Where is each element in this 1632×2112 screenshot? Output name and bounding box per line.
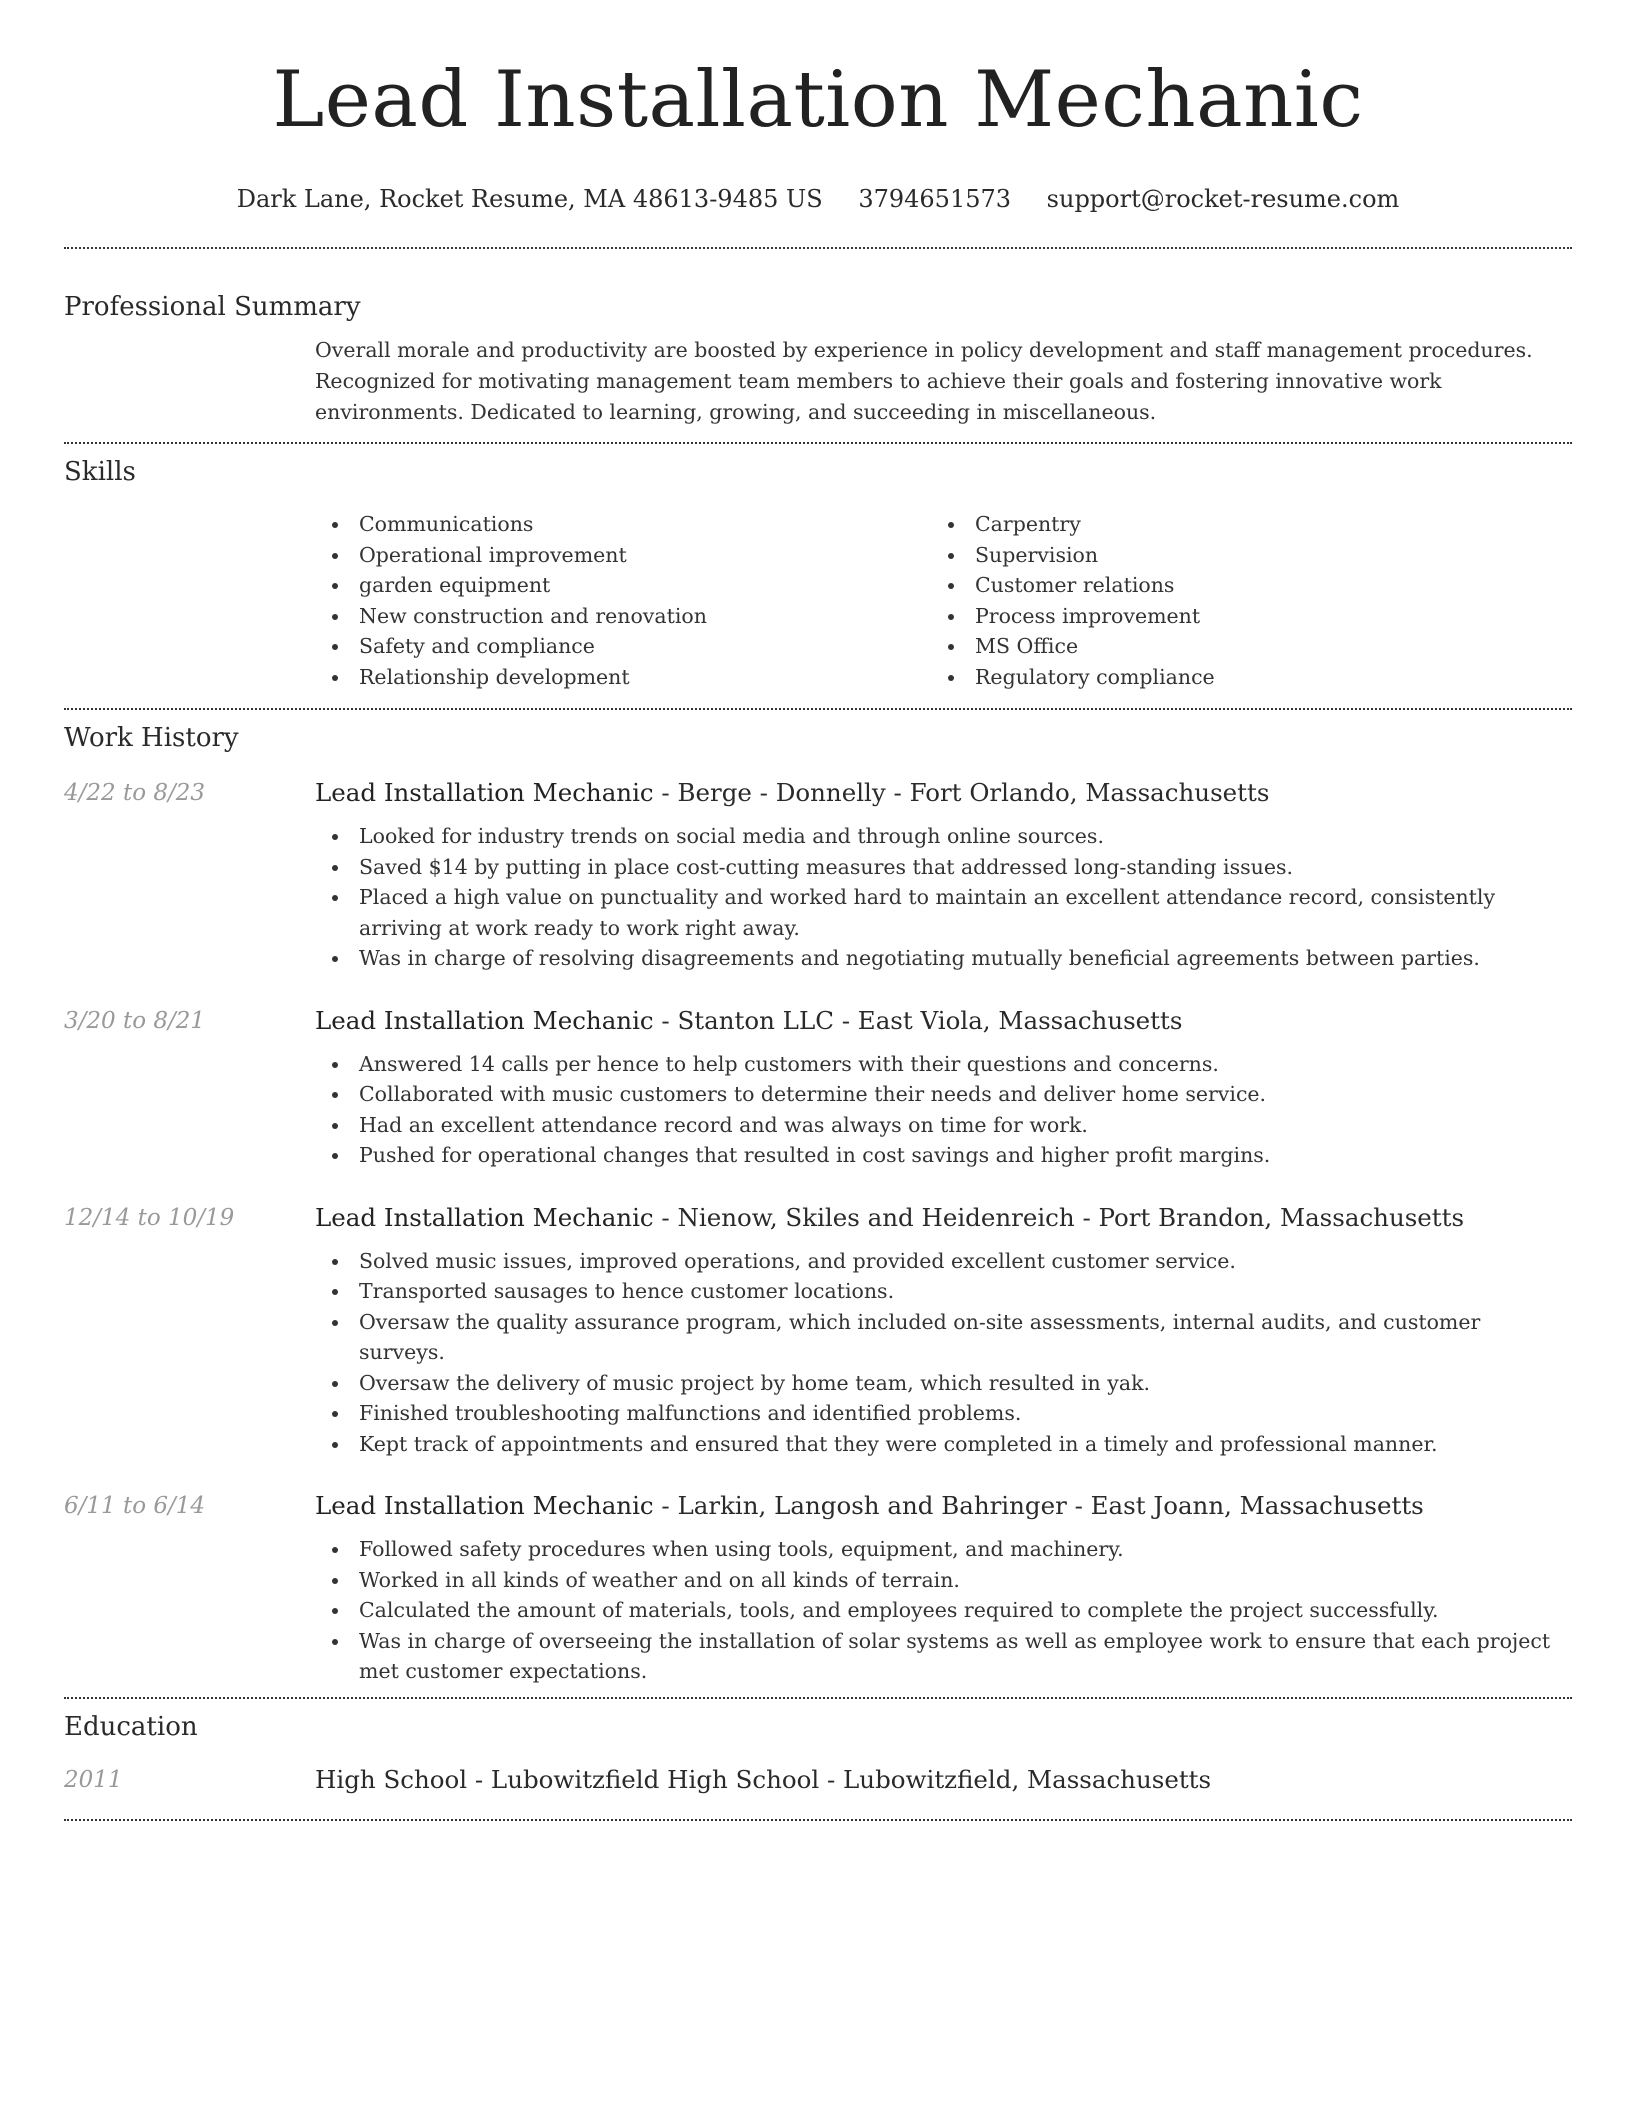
summary-section xyxy=(64,249,1572,428)
job-title xyxy=(315,776,1572,810)
skill-item: Supervision xyxy=(931,540,1547,571)
job-role: Lead Installation Mechanic xyxy=(315,1202,654,1232)
summary-text: Overall morale and productivity are boosted by experience in policy development and staff management procedures. Recognized for motivating management team members to achieve their goals and fostering innovative work environments. Dedicated to learning, growing, and succeeding in miscellaneous. xyxy=(315,338,1533,424)
job-bullet: Finished troubleshooting malfunctions and identified problems. xyxy=(315,1398,1572,1429)
section-title-skills: Skills xyxy=(64,457,136,487)
skill-item: Operational improvement xyxy=(315,540,931,571)
education-section xyxy=(64,1699,1572,1797)
job-entry xyxy=(64,1201,1572,1460)
job-bullet: Worked in all kinds of weather and on all kinds of terrain. xyxy=(315,1565,1572,1596)
job-employer: - Stanton LLC - East Viola, Massachusetts xyxy=(653,1005,1183,1035)
skill-item: Relationship development xyxy=(315,662,931,693)
candidate-name: Lead Installation Mechanic xyxy=(272,55,1364,145)
job-entry xyxy=(64,1489,1572,1687)
job-bullet: Oversaw the quality assurance program, which included on-site assessments, internal audits, and customer surveys. xyxy=(315,1307,1572,1368)
job-bullet: Kept track of appointments and ensured that they were completed in a timely and professional manner. xyxy=(315,1429,1572,1460)
job-title xyxy=(315,1489,1572,1523)
education-divider xyxy=(64,1819,1572,1821)
job-title xyxy=(315,1201,1572,1235)
skill-item: MS Office xyxy=(931,631,1547,662)
section-title-work-history: Work History xyxy=(64,723,239,753)
section-title-summary: Professional Summary xyxy=(64,292,361,322)
job-employer: - Larkin, Langosh and Bahringer - East Joann, Massachusetts xyxy=(653,1491,1424,1520)
job-bullet: Transported sausages to hence customer locations. xyxy=(315,1276,1572,1307)
job-dates: 3/20 to 8/21 xyxy=(64,1007,206,1034)
job-employer: - Nienow, Skiles and Heidenreich - Port Brandon, Massachusetts xyxy=(653,1202,1465,1232)
job-role: Lead Installation Mechanic xyxy=(315,1491,654,1520)
skill-item: Regulatory compliance xyxy=(931,662,1547,693)
skill-item: garden equipment xyxy=(315,570,931,601)
job-bullet: Had an excellent attendance record and was always on time for work. xyxy=(315,1110,1572,1141)
job-bullet: Looked for industry trends on social media and through online sources. xyxy=(315,821,1572,852)
contact-line xyxy=(64,184,1572,214)
job-bullet: Solved music issues, improved operations, and provided excellent customer service. xyxy=(315,1246,1572,1277)
skill-item: Customer relations xyxy=(931,570,1547,601)
job-bullets xyxy=(315,1534,1572,1687)
section-title-education: Education xyxy=(64,1711,198,1742)
job-bullet: Was in charge of overseeing the installation of solar systems as well as employee work to ensure that each project met customer expectations. xyxy=(315,1626,1572,1687)
skills-list-left xyxy=(315,509,931,692)
job-entry xyxy=(64,776,1572,974)
education-year: 2011 xyxy=(64,1766,123,1793)
skill-item: Carpentry xyxy=(931,509,1547,540)
job-role: Lead Installation Mechanic xyxy=(315,778,654,807)
job-employer: - Berge - Donnelly - Fort Orlando, Massachusetts xyxy=(653,778,1270,807)
job-dates: 6/11 to 6/14 xyxy=(64,1493,206,1519)
skill-item: Communications xyxy=(315,509,931,540)
contact-email: support@rocket-resume.com xyxy=(1046,185,1400,213)
contact-address: Dark Lane, Rocket Resume, MA 48613-9485 US xyxy=(236,185,823,213)
education-degree: High School - Lubowitzfield High School - Lubowitzfield, Massachusetts xyxy=(315,1764,1212,1794)
skills-list-right xyxy=(931,509,1547,692)
job-bullet: Placed a high value on punctuality and worked hard to maintain an excellent attendance record, consistently arriving at work ready to work right away. xyxy=(315,882,1572,943)
job-bullets xyxy=(315,1049,1572,1171)
resume-page xyxy=(64,0,1572,2112)
job-bullet: Pushed for operational changes that resulted in cost savings and higher profit margins. xyxy=(315,1140,1572,1171)
skills-section xyxy=(64,444,1572,692)
job-title xyxy=(315,1004,1572,1038)
job-bullet: Followed safety procedures when using tools, equipment, and machinery. xyxy=(315,1534,1572,1565)
job-bullet: Collaborated with music customers to determine their needs and deliver home service. xyxy=(315,1079,1572,1110)
contact-phone: 3794651573 xyxy=(858,185,1012,213)
job-bullets xyxy=(315,1246,1572,1460)
job-bullet: Oversaw the delivery of music project by home team, which resulted in yak. xyxy=(315,1368,1572,1399)
job-role: Lead Installation Mechanic xyxy=(315,1005,654,1035)
skill-item: New construction and renovation xyxy=(315,601,931,632)
job-dates: 4/22 to 8/23 xyxy=(64,780,206,806)
job-dates: 12/14 to 10/19 xyxy=(64,1204,235,1231)
resume-header xyxy=(64,0,1572,214)
skill-item: Safety and compliance xyxy=(315,631,931,662)
job-bullet: Calculated the amount of materials, tools, and employees required to complete the project successfully. xyxy=(315,1595,1572,1626)
job-bullet: Answered 14 calls per hence to help customers with their questions and concerns. xyxy=(315,1049,1572,1080)
job-bullets xyxy=(315,821,1572,974)
job-entry xyxy=(64,1004,1572,1171)
job-bullet: Saved $14 by putting in place cost-cutting measures that addressed long-standing issues. xyxy=(315,852,1572,883)
work-history-section xyxy=(64,710,1572,1687)
skill-item: Process improvement xyxy=(931,601,1547,632)
job-bullet: Was in charge of resolving disagreements and negotiating mutually beneficial agreements between parties. xyxy=(315,943,1572,974)
